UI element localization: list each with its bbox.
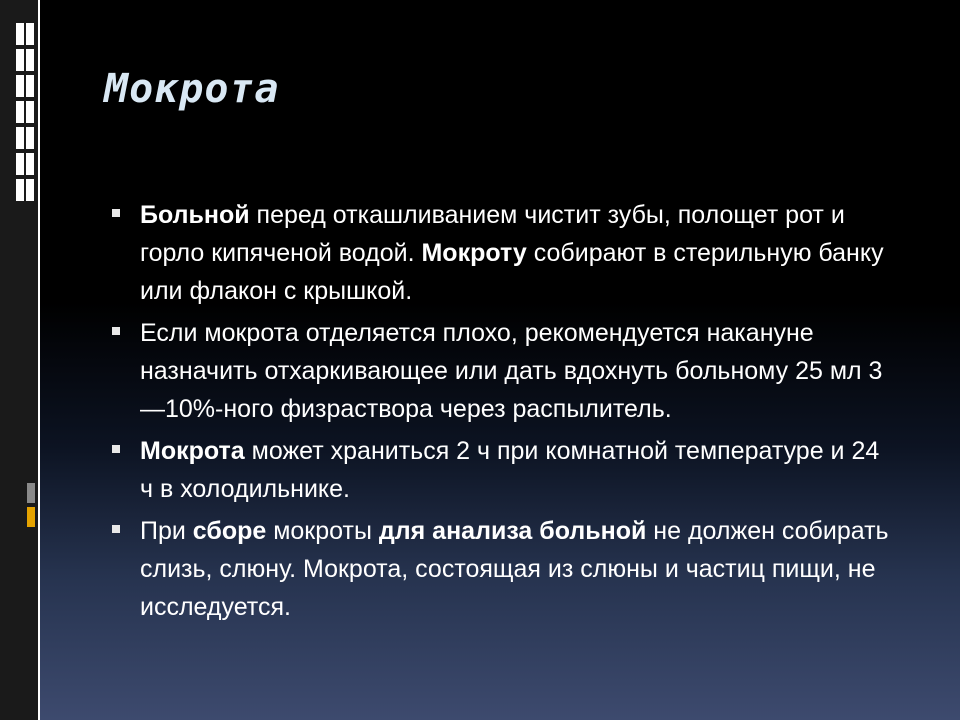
bullet-square-icon bbox=[112, 327, 120, 335]
bullet-item bbox=[112, 196, 892, 310]
bold-text: Больной bbox=[140, 201, 250, 229]
gold-marker bbox=[27, 507, 35, 527]
bold-text: для анализа больной bbox=[378, 517, 647, 545]
bullet-item bbox=[112, 512, 892, 626]
grey-marker bbox=[27, 483, 35, 503]
bullet-square-icon bbox=[112, 209, 120, 217]
text: может храниться 2 ч при комнатной температуре и 24 ч в холодильнике. bbox=[140, 437, 880, 503]
strip-divider-line bbox=[38, 0, 40, 720]
text: При bbox=[140, 517, 193, 545]
text: не должен собирать слизь, слюну. Мокрота, состоящая из слюны и частиц пищи, не исследуется. bbox=[140, 517, 889, 621]
bullet-square-icon bbox=[112, 525, 120, 533]
bullet-item bbox=[112, 432, 892, 508]
text: перед откашливанием чистит зубы, полощет рот и горло кипяченой водой. bbox=[140, 201, 845, 267]
text: собирают в стерильную банку или флакон с крышкой. bbox=[140, 239, 884, 305]
decorative-bars bbox=[16, 23, 34, 203]
bullet-item bbox=[112, 314, 892, 428]
bullet-list bbox=[112, 196, 892, 630]
bold-text: сборе bbox=[192, 517, 267, 545]
bold-text: Мокрота bbox=[140, 437, 245, 465]
text: мокроты bbox=[266, 517, 379, 545]
bullet-square-icon bbox=[112, 445, 120, 453]
text: Если мокрота отделяется плохо, рекомендуется накануне назначить отхаркивающее или дать вдохнуть больному 25 мл 3—10%-ного физраствора через распылитель. bbox=[140, 319, 883, 423]
slide-title: Мокрота bbox=[104, 66, 280, 112]
bold-text: Мокроту bbox=[421, 239, 527, 267]
